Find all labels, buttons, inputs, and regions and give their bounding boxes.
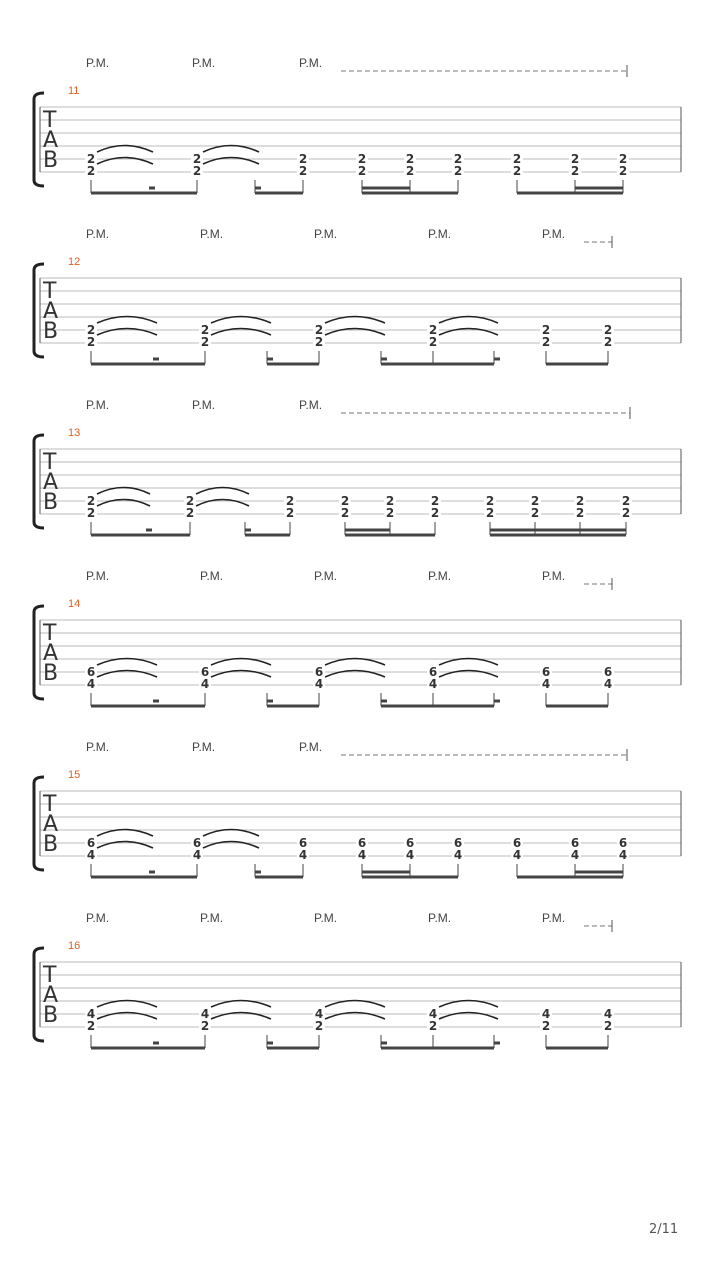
tie-arc [439,1013,498,1020]
fret-number: 2 [530,494,540,508]
palm-mute-label: P.M. [192,56,216,70]
fret-number: 2 [618,164,628,178]
palm-mute-label: P.M. [542,911,566,925]
tab-clef-letter: B [43,319,59,344]
fret-number: 2 [314,335,324,349]
fret-number: 2 [314,323,324,337]
fret-number: 4 [512,848,522,862]
palm-mute-label: P.M. [299,398,323,412]
fret-number: 2 [428,323,438,337]
palm-mute-label: P.M. [86,569,110,583]
fret-number: 4 [541,677,551,691]
fret-number: 2 [185,506,195,520]
tab-system-15 [34,740,681,877]
tab-clef-letter: T [43,108,57,133]
fret-number: 2 [405,164,415,178]
fret-number: 6 [298,836,308,850]
fret-number: 2 [86,494,96,508]
fret-number: 2 [621,506,631,520]
fret-number: 2 [541,1019,551,1033]
fret-number: 2 [541,335,551,349]
tab-clef-letter: T [43,621,57,646]
fret-number: 4 [200,1007,210,1021]
palm-mute-label: P.M. [314,569,338,583]
palm-mute-label: P.M. [192,740,216,754]
fret-number: 4 [570,848,580,862]
fret-number: 4 [314,677,324,691]
fret-number: 4 [357,848,367,862]
fret-number: 2 [340,506,350,520]
fret-number: 2 [428,335,438,349]
tab-system-13 [34,398,681,535]
tie-arc [97,671,157,678]
fret-number: 2 [603,335,613,349]
palm-mute-label: P.M. [200,227,224,241]
fret-number: 2 [575,506,585,520]
fret-number: 2 [570,164,580,178]
fret-number: 2 [185,494,195,508]
fret-number: 2 [621,494,631,508]
fret-number: 4 [200,677,210,691]
tab-clef-letter: A [43,983,59,1008]
fret-number: 6 [86,836,96,850]
tab-clef-letter: A [43,299,59,324]
palm-mute-label: P.M. [542,227,566,241]
fret-number: 2 [575,494,585,508]
fret-number: 2 [86,164,96,178]
fret-number: 6 [570,836,580,850]
tab-clef-letter: T [43,450,57,475]
palm-mute-label: P.M. [314,911,338,925]
fret-number: 2 [453,152,463,166]
fret-number: 2 [453,164,463,178]
fret-number: 2 [314,1019,324,1033]
palm-mute-label: P.M. [200,911,224,925]
fret-number: 4 [603,1007,613,1021]
fret-number: 2 [298,164,308,178]
palm-mute-label: P.M. [542,569,566,583]
tie-arc [97,158,153,165]
fret-number: 6 [512,836,522,850]
palm-mute-label: P.M. [299,740,323,754]
fret-number: 2 [86,323,96,337]
fret-number: 2 [86,335,96,349]
tie-arc [325,671,385,678]
fret-number: 2 [428,1019,438,1033]
fret-number: 6 [405,836,415,850]
fret-number: 4 [314,1007,324,1021]
tab-clef-letter: B [43,1003,59,1028]
fret-number: 4 [86,1007,96,1021]
measure-number: 12 [68,256,81,268]
fret-number: 2 [512,152,522,166]
fret-number: 2 [357,152,367,166]
measure-number: 13 [68,427,81,439]
fret-number: 4 [428,1007,438,1021]
fret-number: 4 [86,848,96,862]
tab-clef-letter: B [43,661,59,686]
measure-number: 15 [68,769,81,781]
fret-number: 6 [200,665,210,679]
fret-number: 2 [512,164,522,178]
fret-number: 2 [86,506,96,520]
tie-arc [97,842,153,849]
tab-clef-letter: B [43,832,59,857]
tie-arc [439,329,498,336]
fret-number: 4 [453,848,463,862]
tie-arc [196,500,249,507]
tab-clef-letter: A [43,641,59,666]
fret-number: 4 [603,677,613,691]
tie-arc [325,329,385,336]
palm-mute-label: P.M. [86,740,110,754]
fret-number: 6 [192,836,202,850]
palm-mute-label: P.M. [314,227,338,241]
tab-clef-letter: A [43,128,59,153]
palm-mute-label: P.M. [428,911,452,925]
fret-number: 2 [570,152,580,166]
tab-clef-letter: T [43,963,57,988]
tie-arc [211,1013,271,1020]
tab-system-11 [34,56,681,193]
tie-arc [203,842,259,849]
fret-number: 2 [430,494,440,508]
palm-mute-label: P.M. [299,56,323,70]
tie-arc [211,671,271,678]
tie-arc [325,1013,385,1020]
palm-mute-label: P.M. [86,56,110,70]
fret-number: 6 [603,665,613,679]
fret-number: 6 [541,665,551,679]
fret-number: 2 [385,506,395,520]
palm-mute-label: P.M. [428,227,452,241]
tab-clef-letter: T [43,792,57,817]
fret-number: 2 [200,323,210,337]
fret-number: 6 [357,836,367,850]
fret-number: 2 [200,1019,210,1033]
fret-number: 2 [530,506,540,520]
palm-mute-label: P.M. [86,227,110,241]
fret-number: 2 [340,494,350,508]
tab-clef-letter: A [43,470,59,495]
fret-number: 2 [485,506,495,520]
palm-mute-label: P.M. [86,398,110,412]
fret-number: 2 [405,152,415,166]
fret-number: 2 [618,152,628,166]
tie-arc [203,158,259,165]
tab-clef-letter: T [43,279,57,304]
tie-arc [97,1013,157,1020]
fret-number: 2 [192,152,202,166]
fret-number: 2 [430,506,440,520]
tab-system-16 [34,911,681,1048]
fret-number: 2 [86,152,96,166]
fret-number: 6 [428,665,438,679]
fret-number: 2 [357,164,367,178]
fret-number: 2 [192,164,202,178]
fret-number: 2 [385,494,395,508]
fret-number: 2 [285,494,295,508]
page-number: 2/11 [649,1222,679,1237]
fret-number: 6 [314,665,324,679]
fret-number: 4 [541,1007,551,1021]
tie-arc [97,329,157,336]
tab-system-12 [34,227,681,364]
fret-number: 4 [428,677,438,691]
measure-number: 14 [68,598,81,610]
fret-number: 6 [618,836,628,850]
fret-number: 2 [603,1019,613,1033]
palm-mute-label: P.M. [428,569,452,583]
palm-mute-label: P.M. [192,398,216,412]
tie-arc [97,500,150,507]
measure-number: 16 [68,940,81,952]
tab-clef-letter: A [43,812,59,837]
tab-clef-letter: B [43,148,59,173]
fret-number: 2 [285,506,295,520]
fret-number: 2 [541,323,551,337]
tie-arc [211,329,271,336]
fret-number: 4 [405,848,415,862]
fret-number: 2 [200,335,210,349]
palm-mute-label: P.M. [200,569,224,583]
fret-number: 6 [453,836,463,850]
fret-number: 2 [485,494,495,508]
tab-clef-letter: B [43,490,59,515]
fret-number: 2 [298,152,308,166]
measure-number: 11 [68,85,80,97]
fret-number: 6 [86,665,96,679]
fret-number: 2 [86,1019,96,1033]
fret-number: 4 [192,848,202,862]
tab-system-14 [34,569,681,706]
tie-arc [439,671,498,678]
fret-number: 4 [618,848,628,862]
fret-number: 4 [298,848,308,862]
fret-number: 4 [86,677,96,691]
fret-number: 2 [603,323,613,337]
palm-mute-label: P.M. [86,911,110,925]
